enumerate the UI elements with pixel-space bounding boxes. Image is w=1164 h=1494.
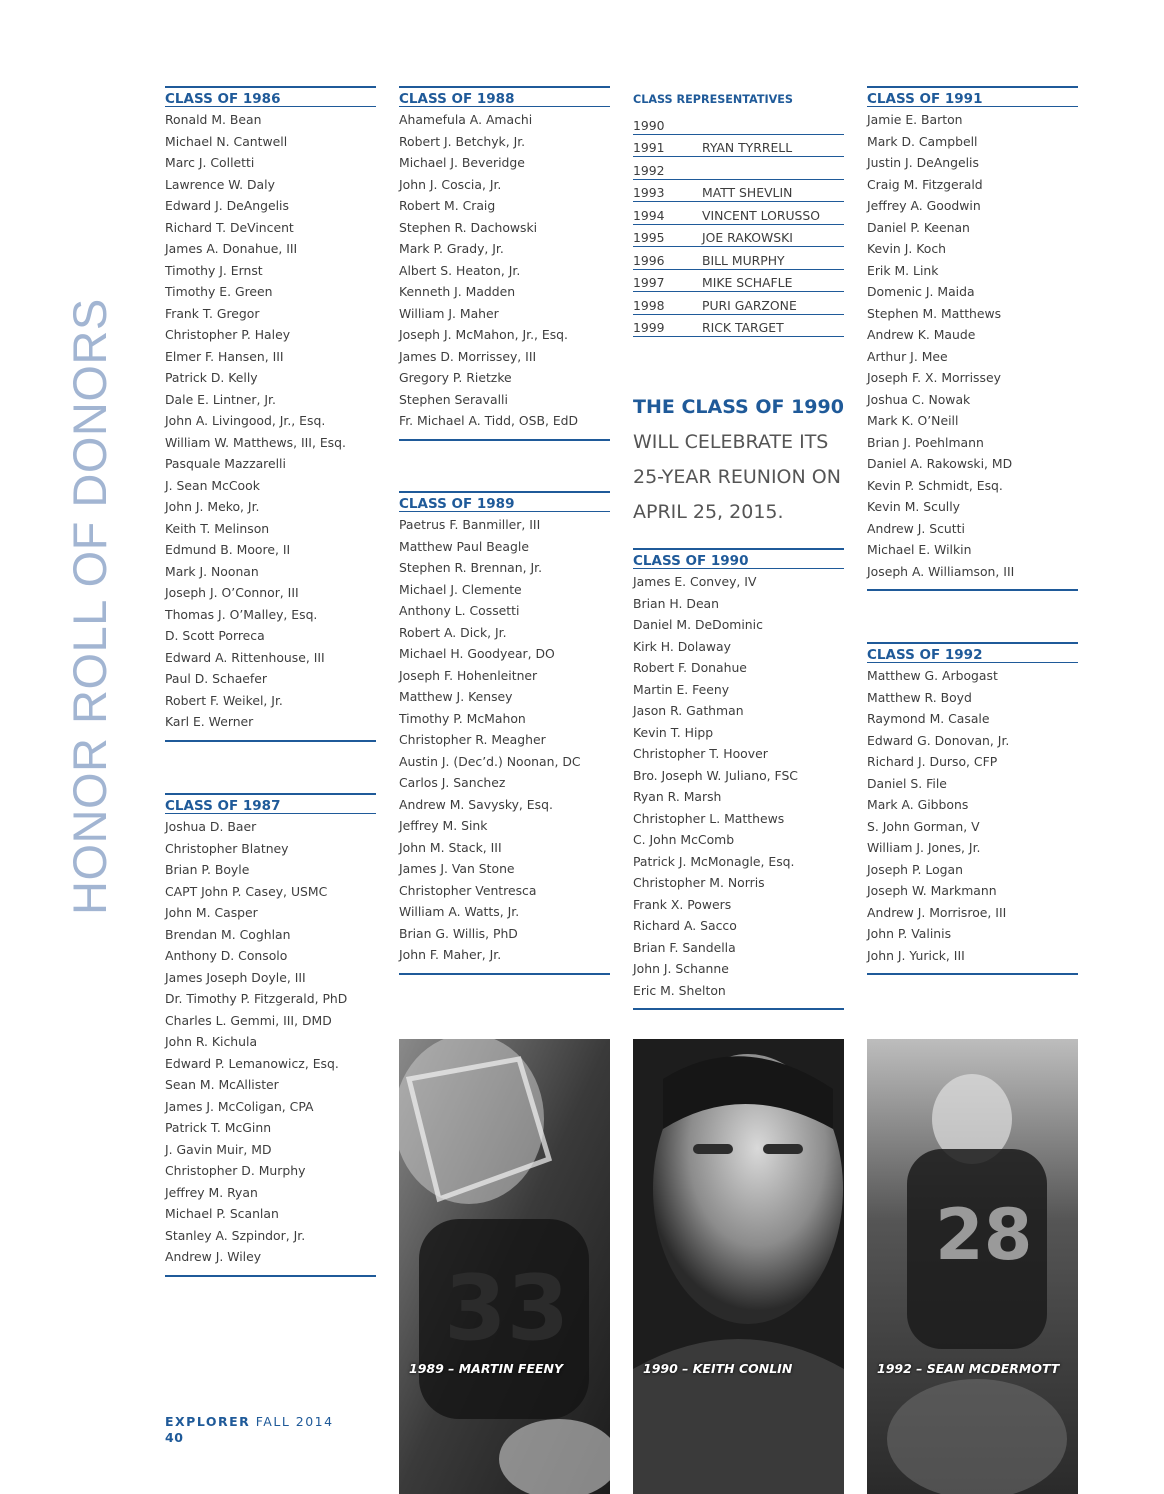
donor-name: Christopher T. Hoover	[633, 746, 768, 761]
donor-name: Joseph W. Markmann	[867, 883, 997, 898]
donor-name: John J. Coscia, Jr.	[399, 176, 502, 192]
rep-row	[633, 269, 844, 292]
donor-name: Christopher P. Haley	[165, 327, 291, 342]
donor-name: Austin J. (Dec’d.) Noonan, DC	[399, 753, 581, 769]
donor-name: Andrew M. Savysky, Esq.	[399, 796, 553, 812]
donor-name: Erik M. Link	[867, 262, 939, 278]
donor-name: D. Scott Porreca	[165, 628, 265, 643]
donor-name: Sean M. McAllister	[165, 1077, 279, 1092]
donor-name: Christopher Ventresca	[399, 882, 537, 898]
donor-name: Joseph A. Williamson, III	[867, 563, 1015, 579]
donor-name: Edward P. Lemanowicz, Esq.	[165, 1055, 339, 1071]
donor-name: Edmund B. Moore, II	[165, 542, 291, 557]
reps-title: CLASS REPRESENTATIVES	[633, 93, 793, 106]
rep-row	[633, 247, 844, 270]
rep-year: 1993	[633, 179, 702, 202]
class-heading: CLASS OF 1989	[399, 491, 610, 512]
donor-name: Richard J. Durso, CFP	[867, 754, 998, 769]
donor-name: Brian P. Boyle	[165, 862, 250, 877]
class-heading: CLASS OF 1986	[165, 86, 376, 107]
name-list	[165, 107, 376, 740]
donor-name: John A. Livingood, Jr., Esq.	[165, 413, 326, 428]
donor-name: Daniel P. Keenan	[867, 219, 970, 235]
reps-table	[633, 112, 844, 337]
donor-name: Richard A. Sacco	[633, 918, 737, 933]
donor-name: Kenneth J. Madden	[399, 284, 516, 299]
donor-name: Karl E. Werner	[165, 714, 254, 729]
donor-name: John J. Yurick, III	[867, 947, 965, 963]
donor-name: Thomas J. O’Malley, Esq.	[165, 606, 318, 622]
rep-name: RYAN TYRRELL	[702, 134, 844, 157]
donor-name: James J. McColigan, CPA	[165, 1098, 314, 1114]
donor-name: Joshua D. Baer	[165, 819, 257, 834]
football-player-image	[399, 1039, 610, 1494]
rep-year: 1998	[633, 292, 702, 315]
donor-name: William A. Watts, Jr.	[399, 904, 520, 919]
rep-row	[633, 112, 844, 134]
reunion-highlight: THE CLASS OF 1990	[633, 396, 844, 418]
class-1987-block	[165, 793, 376, 1277]
class-1991-block	[867, 86, 1078, 591]
donor-name: Ryan R. Marsh	[633, 789, 722, 804]
donor-name: Andrew J. Morrisroe, III	[867, 904, 1007, 920]
reunion-line: APRIL 25, 2015.	[633, 501, 784, 523]
donor-name: Marc J. Colletti	[165, 155, 255, 170]
donor-name: Kevin T. Hipp	[633, 724, 714, 740]
class-heading: CLASS OF 1992	[867, 642, 1078, 663]
donor-name: John P. Valinis	[867, 926, 952, 941]
donor-name: Mark J. Noonan	[165, 563, 259, 579]
donor-name: William J. Maher	[399, 305, 499, 321]
photo-caption: 1992 – SEAN MCDERMOTT	[877, 1361, 1060, 1376]
donor-name: Daniel M. DeDominic	[633, 617, 763, 632]
donor-name: Patrick D. Kelly	[165, 370, 258, 385]
donor-name: Ahamefula A. Amachi	[399, 112, 533, 127]
donor-name: John J. Schanne	[633, 961, 729, 976]
donor-name: Matthew Paul Beagle	[399, 538, 529, 554]
rep-year: 1999	[633, 314, 702, 337]
footer	[165, 1414, 334, 1446]
donor-name: William J. Jones, Jr.	[867, 840, 981, 855]
donor-name: Brian F. Sandella	[633, 939, 736, 955]
class-heading: CLASS OF 1987	[165, 793, 376, 814]
photo-football-player	[399, 1039, 610, 1494]
donor-name: Joseph J. McMahon, Jr., Esq.	[399, 327, 568, 342]
donor-name: William W. Matthews, III, Esq.	[165, 434, 346, 450]
rep-row	[633, 157, 844, 180]
donor-name: Christopher L. Matthews	[633, 810, 785, 826]
donor-name: Eric M. Shelton	[633, 982, 726, 998]
donor-name: James Joseph Doyle, III	[165, 969, 306, 985]
donor-name: Michael E. Wilkin	[867, 542, 972, 557]
class-1988-block	[399, 86, 610, 441]
rep-row	[633, 179, 844, 202]
donor-name: Stephen R. Dachowski	[399, 219, 538, 235]
donor-name: Kevin M. Scully	[867, 499, 961, 514]
rep-name: MATT SHEVLIN	[702, 179, 844, 202]
donor-name: Justin J. DeAngelis	[867, 155, 979, 170]
donor-name: Christopher D. Murphy	[165, 1163, 306, 1178]
donor-name: Daniel A. Rakowski, MD	[867, 456, 1013, 471]
donor-name: Gregory P. Rietzke	[399, 370, 512, 385]
donor-name: Timothy J. Ernst	[165, 262, 263, 278]
donor-name: James D. Morrissey, III	[399, 348, 537, 364]
reunion-line: WILL CELEBRATE ITS	[633, 431, 829, 453]
donor-name: Daniel S. File	[867, 775, 947, 791]
donor-name: Kevin P. Schmidt, Esq.	[867, 477, 1003, 493]
column-2	[399, 86, 610, 441]
donor-name: Joseph F. X. Morrissey	[867, 370, 1001, 385]
donor-name: Frank T. Gregor	[165, 305, 260, 321]
name-list	[399, 107, 610, 439]
donor-name: Jeffrey M. Ryan	[165, 1184, 258, 1200]
donor-name: Anthony L. Cossetti	[399, 603, 520, 618]
class-heading: CLASS OF 1990	[633, 548, 844, 569]
donor-name: C. John McComb	[633, 832, 735, 847]
donor-name: Patrick T. McGinn	[165, 1120, 272, 1135]
rep-year: 1990	[633, 112, 702, 134]
page-number: 40	[165, 1430, 184, 1445]
donor-name: Michael H. Goodyear, DO	[399, 646, 555, 661]
rep-row	[633, 202, 844, 225]
donor-name: James E. Convey, IV	[633, 574, 757, 589]
donor-name: Mark A. Gibbons	[867, 797, 969, 812]
name-list	[867, 107, 1078, 589]
class-heading: CLASS OF 1988	[399, 86, 610, 107]
donor-name: S. John Gorman, V	[867, 818, 980, 834]
svg-text:33: 33	[444, 1256, 570, 1361]
donor-name: Matthew R. Boyd	[867, 689, 972, 705]
donor-name: Christopher M. Norris	[633, 875, 765, 890]
donor-name: Brendan M. Coghlan	[165, 926, 291, 942]
donor-name: Jeffrey A. Goodwin	[867, 198, 981, 213]
donor-name: Anthony D. Consolo	[165, 948, 288, 963]
donor-name: James A. Donahue, III	[165, 241, 298, 256]
donor-name: Frank X. Powers	[633, 896, 732, 912]
rep-year: 1996	[633, 247, 702, 270]
donor-name: Stephen M. Matthews	[867, 305, 1002, 321]
rep-year: 1992	[633, 157, 702, 180]
donor-name: Mark K. O’Neill	[867, 413, 959, 428]
donor-name: Patrick J. McMonagle, Esq.	[633, 853, 795, 869]
donor-name: Andrew J. Scutti	[867, 520, 965, 536]
donor-name: Dale E. Lintner, Jr.	[165, 391, 276, 407]
donor-name: Craig M. Fitzgerald	[867, 176, 983, 192]
donor-name: Edward A. Rittenhouse, III	[165, 649, 325, 665]
donor-name: Brian J. Poehlmann	[867, 434, 984, 450]
donor-name: Robert F. Weikel, Jr.	[165, 692, 283, 708]
rep-row	[633, 224, 844, 247]
donor-name: Joseph F. Hohenleitner	[399, 667, 538, 683]
donor-name: Mark P. Grady, Jr.	[399, 241, 504, 256]
jersey-28-image	[867, 1039, 1078, 1494]
column-1	[165, 86, 376, 742]
donor-name: J. Gavin Muir, MD	[165, 1141, 272, 1157]
donor-name: Michael P. Scanlan	[165, 1206, 279, 1221]
donor-name: Dr. Timothy P. Fitzgerald, PhD	[165, 991, 348, 1006]
donor-name: Arthur J. Mee	[867, 348, 948, 364]
donor-name: James J. Van Stone	[399, 861, 515, 876]
rep-year: 1991	[633, 134, 702, 157]
donor-name: Christopher Blatney	[165, 840, 289, 856]
donor-name: J. Sean McCook	[165, 477, 260, 493]
donor-name: Carlos J. Sanchez	[399, 775, 506, 790]
donor-name: Robert F. Donahue	[633, 660, 747, 675]
donor-name: Paetrus F. Banmiller, III	[399, 517, 541, 532]
rep-name: VINCENT LORUSSO	[702, 202, 844, 225]
donor-name: Kirk H. Dolaway	[633, 638, 731, 654]
donor-name: Martin E. Feeny	[633, 681, 730, 697]
rep-name: RICK TARGET	[702, 314, 844, 337]
class-1992-block	[867, 642, 1078, 975]
rep-row	[633, 134, 844, 157]
class-1986-block	[165, 86, 376, 742]
donor-name: Michael J. Clemente	[399, 581, 522, 597]
name-list	[633, 569, 844, 1008]
donor-name: Paul D. Schaefer	[165, 671, 267, 686]
rep-year: 1995	[633, 224, 702, 247]
donor-name: Timothy E. Green	[165, 284, 273, 299]
donor-name: Keith T. Melinson	[165, 520, 270, 536]
donor-name: Stanley A. Szpindor, Jr.	[165, 1227, 306, 1243]
donor-name: Andrew J. Wiley	[165, 1249, 262, 1264]
rep-row	[633, 314, 844, 337]
column-2-lower	[399, 491, 610, 975]
rep-name: MIKE SCHAFLE	[702, 269, 844, 292]
name-list	[867, 663, 1078, 973]
donor-name: Brian G. Willis, PhD	[399, 925, 518, 941]
rep-name	[702, 157, 844, 180]
name-list	[399, 512, 610, 973]
donor-name: Andrew K. Maude	[867, 327, 976, 342]
donor-name: Edward J. DeAngelis	[165, 198, 289, 213]
magazine-name: EXPLORER	[165, 1414, 251, 1429]
issue-label: FALL 2014	[255, 1414, 334, 1429]
donor-name: Albert S. Heaton, Jr.	[399, 262, 521, 278]
donor-name: Jason R. Gathman	[633, 703, 744, 718]
donor-name: Bro. Joseph W. Juliano, FSC	[633, 767, 798, 783]
rep-name: PURI GARZONE	[702, 292, 844, 315]
donor-name: Ronald M. Bean	[165, 112, 262, 127]
rep-name: JOE RAKOWSKI	[702, 224, 844, 247]
donor-name: Richard T. DeVincent	[165, 219, 294, 235]
photo-jersey-28	[867, 1039, 1078, 1494]
photo-caption: 1990 – KEITH CONLIN	[643, 1361, 793, 1376]
column-4	[867, 86, 1078, 591]
donor-name: Stephen Seravalli	[399, 391, 508, 407]
donor-name: Lawrence W. Daly	[165, 176, 275, 192]
donor-name: John F. Maher, Jr.	[399, 947, 502, 962]
donor-name: Matthew G. Arbogast	[867, 668, 998, 683]
donor-name: Mark D. Campbell	[867, 133, 978, 149]
donor-name: John R. Kichula	[165, 1034, 258, 1049]
page-title: HONOR ROLL OF DONORS	[63, 298, 116, 915]
donor-name: Edward G. Donovan, Jr.	[867, 732, 1010, 748]
svg-text:28: 28	[935, 1194, 1033, 1276]
donor-name: Elmer F. Hansen, III	[165, 348, 284, 364]
donor-name: Kevin J. Koch	[867, 241, 946, 256]
class-heading: CLASS OF 1991	[867, 86, 1078, 107]
portrait-image	[633, 1039, 844, 1494]
donor-name: Timothy P. McMahon	[399, 710, 526, 726]
photo-caption: 1989 – MARTIN FEENY	[409, 1361, 564, 1376]
donor-name: Joseph P. Logan	[867, 861, 963, 877]
donor-name: Charles L. Gemmi, III, DMD	[165, 1012, 332, 1028]
donor-name: Brian H. Dean	[633, 595, 720, 611]
donor-name: Matthew J. Kensey	[399, 689, 513, 704]
reunion-line: 25-YEAR REUNION ON	[633, 466, 841, 488]
donor-name: Joshua C. Nowak	[867, 391, 971, 407]
rep-year: 1994	[633, 202, 702, 225]
donor-name: Pasquale Mazzarelli	[165, 456, 286, 471]
donor-name: Jamie E. Barton	[867, 112, 963, 127]
donor-name: Robert A. Dick, Jr.	[399, 624, 507, 640]
column-4-lower	[867, 642, 1078, 975]
class-representatives	[633, 88, 844, 337]
donor-name: Fr. Michael A. Tidd, OSB, EdD	[399, 413, 579, 428]
column-3-lower	[633, 548, 844, 1010]
donor-name: Stephen R. Brennan, Jr.	[399, 560, 543, 575]
name-list	[165, 814, 376, 1275]
class-1989-block	[399, 491, 610, 975]
donor-name: CAPT John P. Casey, USMC	[165, 883, 328, 899]
column-1-lower	[165, 793, 376, 1277]
donor-name: John J. Meko, Jr.	[165, 499, 260, 514]
donor-name: Michael J. Beveridge	[399, 155, 525, 170]
rep-year: 1997	[633, 269, 702, 292]
donor-name: Jeffrey M. Sink	[399, 818, 488, 833]
donor-name: Christopher R. Meagher	[399, 732, 546, 747]
donor-name: Robert M. Craig	[399, 198, 496, 213]
photo-portrait	[633, 1039, 844, 1494]
donor-name: Domenic J. Maida	[867, 284, 975, 299]
donor-name: John M. Stack, III	[399, 839, 502, 855]
donor-name: Raymond M. Casale	[867, 711, 990, 726]
donor-name: John M. Casper	[165, 905, 258, 920]
reunion-notice	[633, 390, 844, 530]
class-1990-block	[633, 548, 844, 1010]
rep-name: BILL MURPHY	[702, 247, 844, 270]
donor-name: Robert J. Betchyk, Jr.	[399, 133, 526, 149]
rep-name	[702, 112, 844, 134]
donor-name: Michael N. Cantwell	[165, 133, 288, 149]
rep-row	[633, 292, 844, 315]
donor-name: Joseph J. O’Connor, III	[165, 585, 299, 600]
